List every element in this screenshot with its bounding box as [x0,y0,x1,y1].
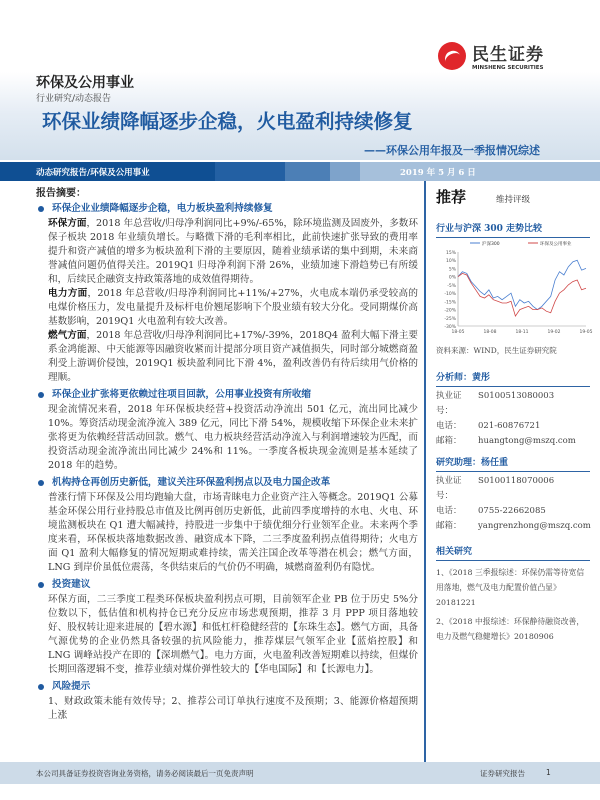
series-line-0 [458,260,586,309]
column-divider [424,181,426,762]
bullet-icon [38,206,44,212]
y-tick-label: -25% [444,316,456,322]
section-heading-text: 机构持仓再创历史新低，建议关注环保盈利拐点以及电力国企改革 [52,477,331,488]
series-line-1 [458,273,586,316]
section-heading-text: 环保企业扩张将更依赖过往项目回款，公用事业投资有所收缩 [52,389,312,400]
section-heading [36,476,418,489]
paragraph [36,287,418,329]
legend-label: 环保及公用事业 [540,242,572,247]
section-heading [36,680,418,693]
y-tick-label: 15% [445,251,456,256]
x-tick-label: 18-05 [451,330,465,335]
bullet-icon [38,480,44,486]
paragraph [36,217,418,287]
report-date: 2019 年 5 月 6 日 [400,168,476,178]
paragraph-lead: 燃气方面 [48,330,87,341]
header-bar-label: 动态研究报告/环保及公用事业 [36,168,150,178]
report-type: 行业研究/动态报告 [36,94,112,104]
analyst-info-row [436,419,590,434]
page-number: 1 [546,768,551,777]
paragraph [36,403,418,473]
x-tick-label: 18-11 [515,330,529,335]
related-item[interactable]: 1、《2018 三季报综述：环保仍需等待宽信用落地，燃气及电力配置价值凸显》20181221 [436,568,585,607]
bullet-icon [38,582,44,588]
info-key: 电话： [436,421,462,431]
y-tick-label: 0% [448,275,456,281]
section-heading-text: 投资建议 [52,579,91,590]
section-heading [36,202,418,215]
y-tick-label: 5% [448,267,456,273]
paragraph-text: 现金流情况来看，2018 年环保板块经营+投资活动净流出 501 亿元，流出同比减少 10%。筹资活动现金流净流入 389 亿元，同比下滑 54%，规模收缩下环保企业未来扩张将更为依赖经营活动回款。燃气、电力板块经营活动净流入与利润增速较为匹配，而投资活动现金流净流出同比减少 24%和 11%。一季度各板块现金流则是基本延续了 2018 年的趋势。 [48,404,418,471]
footer-disclaimer: 本公司具备证券投资咨询业务资格，请务必阅读最后一页免责声明 [36,769,254,778]
company-logo [438,40,544,71]
paragraph-text: 1、财政政策未能有效传导；2、推荐公司订单执行速度不及预期；3、能源价格超预期上涨 [48,696,418,721]
bullet-icon [38,392,44,398]
sidebar [436,186,593,644]
logo-mark-icon [438,42,466,70]
trend-chart [436,238,593,338]
info-value: 0755-22662085 [478,506,546,516]
y-tick-label: -30% [444,325,456,330]
main-content [36,184,418,723]
section-heading-text: 环保企业业绩降幅逐步企稳，电力板块盈利持续修复 [52,203,273,214]
y-tick-label: 10% [445,259,456,265]
paragraph [36,695,418,723]
y-tick-label: -10% [444,292,456,298]
x-tick-label: 19-05 [579,330,593,335]
y-tick-label: -20% [444,308,456,314]
logo-en: MINSHENG SECURITIES [472,65,544,71]
footer-label: 证券研究报告 [480,769,525,778]
info-key: 执业证号： [436,391,462,416]
info-value[interactable]: huangtong@mszq.com [478,436,576,446]
info-key: 邮箱： [436,436,462,446]
logo-cn: 民生证券 [472,45,544,65]
info-value[interactable]: yangrenzhong@mszq.com [478,521,591,531]
assistant-info-row [436,504,590,519]
chart-source: 资料来源：WIND，民生证券研究院 [436,346,557,355]
assistant-info-row [436,519,590,534]
report-title: 环保业绩降幅逐步企稳，火电盈利持续修复 [42,110,413,133]
rating-note: 维持评级 [496,195,531,205]
paragraph-text: 环保方面，二三季度工程类环保板块盈利拐点可期，目前领军企业 PB 位于历史 5%分位数以下，低估值和机构持仓已充分反应市场悲观预期，推荐 3 月 PPP 项目落地较好、股权转让迎来进展的【碧水源】和低杠杆稳健经营的【东珠生态】。燃气方面，具备气源优势的企业仍然具备较强的抗风险能力，推荐煤层气领军企业【蓝焰控股】和 LNG 调峰站投产在即的【深圳燃气】。电力方面，火电盈利改善短期难以持续，但煤价长期回落逻辑不变，推荐业绩对煤价弹性较大的【华电国际】和【长源电力】。 [48,594,418,675]
paragraph-text: 普涨行情下环保及公用均跑输大盘，市场青睐电力企业资产注入等概念。2019Q1 公募基金环保公用行业持股总市值及比例再创历史新低，此前四季度增持的水电、火电、环境监测板块在 Q1 遭大幅减持，持股进一步集中于绩优细分行业领军企业。未来两个季度来看，环保板块落地数据改善、融资成本下降，二三季度盈利拐点值得期待；火电方面 Q1 盈利大幅修复的情况短期或难持续，需关注国企改革等潜在机会；燃气方面，LNG 到岸价虽低位震荡，冬供结束后的气价仍不明确，城燃商盈利仍有隐忧。 [48,492,418,573]
related-item[interactable]: 2、《2018 中报综述：环保静待融资改善，电力及燃气稳健增长》20180906 [436,617,585,641]
legend-label: 沪深300 [482,242,500,247]
assistant-info-row [436,474,590,504]
paragraph [36,593,418,677]
info-value: S0100118070006 [478,476,555,486]
section-heading-text: 风险提示 [52,681,91,692]
chart-heading: 行业与沪深 300 走势比较 [436,221,590,238]
related-heading: 相关研究 [436,544,590,561]
info-key: 执业证号： [436,476,462,501]
abstract-heading: 报告摘要： [36,188,86,199]
info-value: 021-60876721 [478,421,541,431]
y-tick-label: -15% [444,300,456,306]
paragraph-text: ，2018 年总营收/归母净利润同比+17%/-39%，2018Q4 盈利大幅下滑主要系金鸿能源、中天能源等因融资收紧而计提部分项目资产减值损失，同时部分城燃商盈利受上游调价侵蚀，2019Q1 板块盈利同比下滑 4%，盈利改善仍有待后续用气价格的理顺。 [48,330,418,383]
paragraph [36,491,418,575]
paragraph [36,329,418,385]
sector-label: 环保及公用事业 [36,75,134,91]
paragraph-lead: 电力方面 [48,288,88,299]
analyst-info-row [436,434,590,449]
bullet-icon [38,684,44,690]
paragraph-text: ，2018 年总营收/归母净利润同比+9%/-65%，除环境监测及固废外，多数环保子板块 2018 年业绩负增长。与略微下滑的毛利率相比，此前快速扩张导致的费用率提升和资产减值的增多为板块盈利下滑的主要原因，随着业绩承诺的集中到期，未来商誉减值问题仍值得关注。2019Q1 归母净利润下滑 26%，业绩加速下滑趋势已有所缓和，后续民企融资支持政策落地的成效值得期待。 [48,218,418,285]
analyst-heading: 分析师：黄彤 [436,370,590,387]
paragraph-text: ，2018 年总营收/归母净利润同比+11%/+27%，火电成本端仍承受较高的电煤价格压力，发电量提升及标杆电价翘尾影响下个股业绩有较大分化。受同期煤价高基数影响，2019Q1 火电盈利有较大改善。 [48,288,419,327]
info-key: 电话： [436,506,462,516]
y-tick-label: -5% [447,283,456,289]
section-heading [36,578,418,591]
x-tick-label: 18-08 [483,330,497,335]
info-key: 邮箱： [436,521,462,531]
assistant-heading: 研究助理：杨任重 [436,455,590,472]
section-heading [36,388,418,401]
rating: 推荐 [436,188,467,206]
analyst-info-row [436,389,590,419]
paragraph-lead: 环保方面 [48,218,87,229]
report-subtitle: ——环保公用年报及一季报情况综述 [364,144,540,157]
info-value: S0100513080003 [478,391,555,401]
x-tick-label: 19-02 [547,330,561,335]
